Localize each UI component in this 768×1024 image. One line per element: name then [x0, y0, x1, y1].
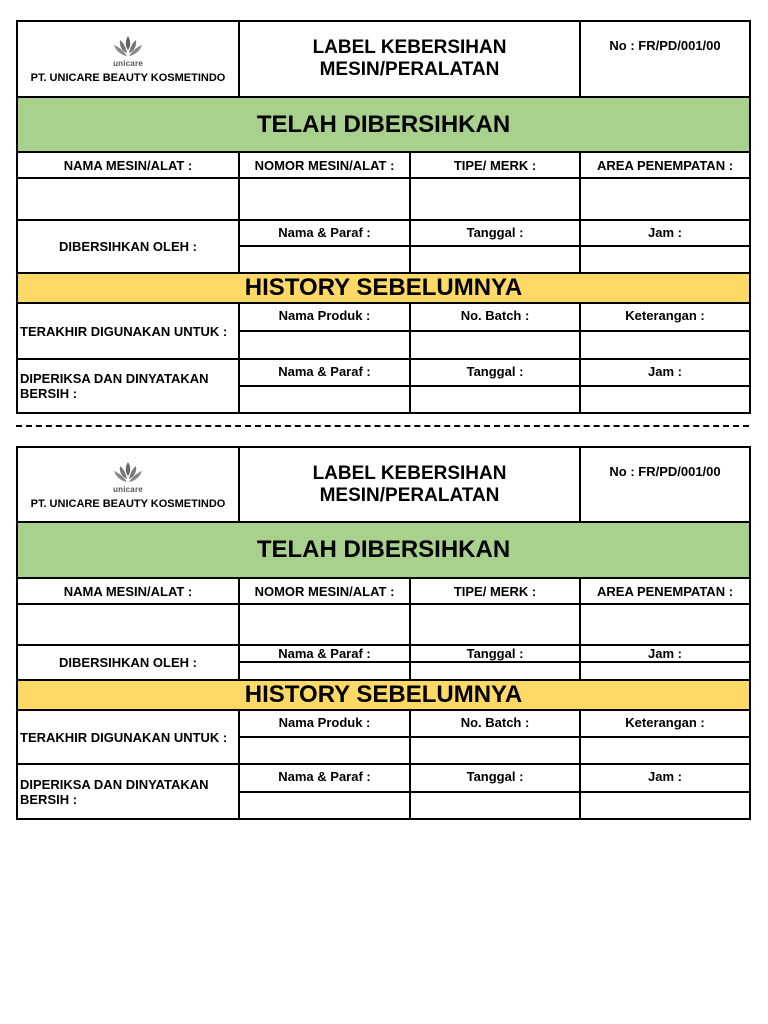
machine-number-value[interactable] — [239, 604, 410, 645]
machine-number-header: NOMOR MESIN/ALAT : — [239, 578, 410, 604]
last-used-label: TERAKHIR DIGUNAKAN UNTUK : — [17, 710, 239, 764]
checked-name-header: Nama & Paraf : — [239, 764, 410, 792]
product-name-header: Nama Produk : — [239, 710, 410, 737]
label-title-line1: LABEL KEBERSIHAN — [312, 37, 507, 58]
product-name-value[interactable] — [239, 737, 410, 764]
cleaned-by-time-header: Jam : — [580, 220, 750, 246]
type-brand-header: TIPE/ MERK : — [410, 578, 580, 604]
cleaned-by-time-value[interactable] — [580, 662, 750, 680]
batch-number-value[interactable] — [410, 331, 580, 359]
cleaned-by-date-value[interactable] — [410, 246, 580, 273]
label-title-cell — [239, 447, 580, 522]
cleaned-by-label: DIBERSIHKAN OLEH : — [17, 220, 239, 273]
checked-clean-label: DIPERIKSA DAN DINYATAKAN BERSIH : — [17, 764, 239, 819]
placement-area-value[interactable] — [580, 178, 750, 220]
cleaned-by-date-header: Tanggal : — [410, 220, 580, 246]
checked-date-value[interactable] — [410, 792, 580, 819]
machine-number-header: NOMOR MESIN/ALAT : — [239, 152, 410, 178]
status-banner: TELAH DIBERSIHKAN — [17, 97, 750, 152]
company-logo-cell — [17, 21, 239, 97]
checked-date-value[interactable] — [410, 386, 580, 413]
cleaned-by-time-value[interactable] — [580, 246, 750, 273]
checked-time-header: Jam : — [580, 359, 750, 386]
remarks-value[interactable] — [580, 331, 750, 359]
label-title-line2: MESIN/PERALATAN — [319, 59, 500, 80]
last-used-label: TERAKHIR DIGUNAKAN UNTUK : — [17, 303, 239, 359]
product-name-header: Nama Produk : — [239, 303, 410, 331]
remarks-header: Keterangan : — [580, 303, 750, 331]
label-title-line2: MESIN/PERALATAN — [319, 484, 500, 506]
status-banner: TELAH DIBERSIHKAN — [17, 522, 750, 578]
checked-time-value[interactable] — [580, 792, 750, 819]
batch-number-header: No. Batch : — [410, 710, 580, 737]
machine-number-value[interactable] — [239, 178, 410, 220]
cleaned-by-name-header: Nama & Paraf : — [239, 220, 410, 246]
document-number: No : FR/PD/001/00 — [580, 447, 750, 522]
unicare-logo-icon — [111, 34, 145, 60]
checked-date-header: Tanggal : — [410, 359, 580, 386]
cut-line-divider — [16, 425, 749, 427]
unicare-logo-icon — [111, 460, 145, 486]
checked-clean-label: DIPERIKSA DAN DINYATAKAN BERSIH : — [17, 359, 239, 413]
cleaned-by-name-value[interactable] — [239, 662, 410, 680]
company-name: PT. UNICARE BEAUTY KOSMETINDO — [30, 72, 226, 84]
type-brand-value[interactable] — [410, 178, 580, 220]
label-title-line1: LABEL KEBERSIHAN — [312, 462, 507, 484]
label-title-cell — [239, 21, 580, 97]
cleaned-by-time-header: Jam : — [580, 645, 750, 662]
company-name: PT. UNICARE BEAUTY KOSMETINDO — [30, 497, 226, 510]
placement-area-header: AREA PENEMPATAN : — [580, 578, 750, 604]
cleaned-by-name-header: Nama & Paraf : — [239, 645, 410, 662]
checked-name-header: Nama & Paraf : — [239, 359, 410, 386]
brand-name: unicare — [113, 484, 143, 494]
placement-area-value[interactable] — [580, 604, 750, 645]
batch-number-value[interactable] — [410, 737, 580, 764]
product-name-value[interactable] — [239, 331, 410, 359]
batch-number-header: No. Batch : — [410, 303, 580, 331]
cleaned-by-name-value[interactable] — [239, 246, 410, 273]
machine-name-value[interactable] — [17, 604, 239, 645]
machine-name-header: NAMA MESIN/ALAT : — [17, 152, 239, 178]
machine-name-header: NAMA MESIN/ALAT : — [17, 578, 239, 604]
checked-time-header: Jam : — [580, 764, 750, 792]
remarks-value[interactable] — [580, 737, 750, 764]
checked-date-header: Tanggal : — [410, 764, 580, 792]
remarks-header: Keterangan : — [580, 710, 750, 737]
history-banner: HISTORY SEBELUMNYA — [17, 273, 750, 303]
document-number: No : FR/PD/001/00 — [580, 21, 750, 97]
cleaned-by-date-value[interactable] — [410, 662, 580, 680]
company-logo-cell — [17, 447, 239, 522]
type-brand-value[interactable] — [410, 604, 580, 645]
history-banner: HISTORY SEBELUMNYA — [17, 680, 750, 710]
label-form-table — [16, 446, 751, 820]
brand-name: unicare — [113, 59, 143, 68]
cleaning-label-card-2 — [16, 446, 749, 820]
cleaning-label-card-1 — [16, 20, 749, 414]
type-brand-header: TIPE/ MERK : — [410, 152, 580, 178]
machine-name-value[interactable] — [17, 178, 239, 220]
cleaned-by-label: DIBERSIHKAN OLEH : — [17, 645, 239, 680]
placement-area-header: AREA PENEMPATAN : — [580, 152, 750, 178]
label-form-table — [16, 20, 751, 414]
checked-name-value[interactable] — [239, 386, 410, 413]
cleaned-by-date-header: Tanggal : — [410, 645, 580, 662]
checked-time-value[interactable] — [580, 386, 750, 413]
checked-name-value[interactable] — [239, 792, 410, 819]
